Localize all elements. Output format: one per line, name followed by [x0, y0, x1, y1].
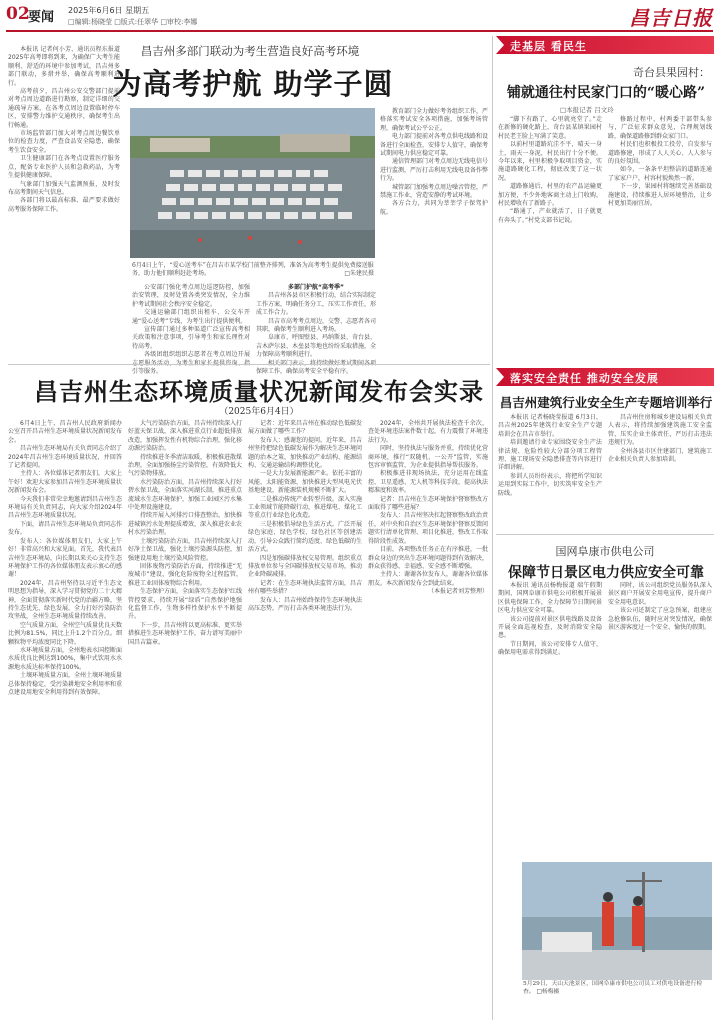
paragraph: 教育部门全力做好考务组织工作，严格落实考试安全各项措施，加强考场管理，确保考试公平公正。 [380, 108, 489, 132]
paragraph: 如今，一条条平坦整洁的道路连通了家家户户，村容村貌焕然一新。 [608, 166, 712, 182]
paragraph: 本报讯 记者杨晓莹报道 6月3日，昌吉州2025年建筑行业安全生产专题培训会在昌吉市举行。 [498, 414, 602, 438]
caption-text: 5月29日，天山天池景区，国网阜康市供电公司员工对供电设备进行检查。 [523, 981, 703, 995]
paragraph: 气象部门加强天气监测预报，及时发布高考期间天气信息。 [8, 180, 120, 196]
rail-power-column-1 [498, 582, 602, 852]
lead-column-2 [380, 108, 488, 358]
masthead-logo: 昌吉日报 [629, 6, 713, 30]
rail-top-column-1 [498, 116, 602, 362]
paragraph: 6月4日上午，昌吉州人民政府新闻办公室召开昌吉州生态环境质量状况新闻发布会。 [8, 420, 123, 444]
paragraph: 发布人：昌吉州坚决扛起督察整改政治责任，对中央和自治区生态环境保护督察反馈问题实行清单化管理、项目化推进，整改工作取得阶段性成效。 [368, 512, 489, 545]
rail-title: 铺就通往村民家门口的“暖心路” [506, 85, 706, 101]
paragraph: 本报讯 记者何小芳、通讯员程东报道 2025年高考即将到来，为确保广大考生能顺利、舒适的环境中参加考试，昌吉州多部门联动，多措并举，确保高考顺利进行。 [8, 46, 120, 87]
paragraph: 各方合力，共同为莘莘学子保驾护航。 [380, 200, 488, 216]
paragraph: 水环境质量方面，全州地表水国控断面水质优良比例达到100%，集中式饮用水水源地水质达标率保持100%。 [8, 646, 123, 671]
main-column-4 [368, 420, 488, 1018]
paragraph: 参训人员纷纷表示，将把所学知识运用到实际工作中，切实筑牢安全生产防线。 [498, 472, 602, 497]
paragraph: 下一步，果园村将继续完善基础设施建设，持续推进人居环境整治，让乡村更加美丽宜居。 [608, 183, 712, 208]
lead-kicker: 昌吉州多部门联动为考生营造良好高考环境 [140, 44, 360, 58]
paragraph: 一是大力发展新能源产业。依托丰富的风能、太阳能资源，加快推进大型风电光伏基地建设，新能源装机规模不断扩大。 [248, 470, 363, 495]
paragraph: 记者：近年来昌吉州在推动绿色低碳发展方面做了哪些工作？ [248, 420, 363, 436]
paragraph: 2024年，昌吉州坚持以习近平生态文明思想为指导，深入学习贯彻党的二十大精神，全面贯彻落实新时代党的治疆方略，坚持生态优先、绿色发展，全力打好污染防治攻坚战，全州生态环境质量持续改善。 [8, 579, 123, 621]
paragraph: 昌吉州各县市区积极行动，结合实际制定工作方案，明确任务分工，压实工作责任，形成工作合力。 [256, 292, 377, 317]
paragraph: 阜康市、呼图壁县、玛纳斯县、奇台县、吉木萨尔县、木垒县等地也纷纷采取措施，全力保障高考顺利进行。 [256, 334, 377, 359]
paragraph: 同时，坚持执法与服务并重，持续优化营商环境，推行“双随机、一公开”监管，实施包容审慎监管，为企业提供指导帮扶服务。 [368, 445, 489, 470]
paragraph: 记者：在生态环境执法监管方面，昌吉州有哪些举措？ [248, 579, 363, 596]
arrow-icon [496, 36, 504, 54]
main-column-1 [8, 420, 122, 1018]
paragraph: 全州各县市区住建部门、建筑施工企业相关负责人参加培训。 [608, 447, 712, 464]
section-name: 要闻 [28, 10, 55, 25]
paragraph: “路通了，产业就活了，日子就更有奔头了。”村党支部书记说。 [498, 208, 602, 224]
paragraph: “脚下有路了，心里就亮堂了。”走在新修的硬化路上，奇台县某镇果园村村民老王脸上写满了笑意。 [498, 116, 602, 140]
main-column-3 [248, 420, 362, 1018]
paragraph: 该公司还制定了应急预案，组建应急抢修队伍，随时应对突发情况，确保景区游客度过一个安全、愉快的假期。 [608, 607, 712, 632]
paragraph: 交通运输部门组织出租车、公交车开通“爱心送考”专线，为考生出行提供便利。 [132, 309, 250, 325]
rail-power-column-2 [608, 582, 712, 852]
photo-illustration [522, 862, 712, 980]
paragraph: 电力部门提前对各考点供电线路和设备进行全面检查，安排专人值守，确保考试期间电力供应稳定可靠。 [380, 133, 489, 158]
paragraph: 各级团组织组织志愿者在考点周边开展 引等服务。 [132, 351, 250, 376]
rail-kicker: 奇台县果园村： [633, 66, 710, 79]
paragraph: 市场监管部门加大对考点周边餐饮单位的检查力度，严查食品安全隐患，确保考生饮食安全。 [8, 130, 120, 154]
page-header [6, 4, 713, 32]
section-divider [496, 534, 714, 535]
rail-power-title: 保障节日景区电力供应安全可靠 [508, 565, 704, 581]
main-headline: 昌吉州生态环境质量状况新闻发布会实录 [34, 377, 484, 406]
paragraph: 培训邀请行业专家围绕安全生产法律法规、危险性较大分部分项工程管理、施工现场安全隐患排查等内容进行详细讲解。 [498, 439, 602, 472]
lead-column-1 [8, 46, 120, 358]
paragraph: 生态保护方面，全面落实生态保护红线管控要求，持续开展“绿盾”自然保护地强化监督工作，生物多样性保护水平不断提升。 [128, 588, 243, 621]
paragraph: 城管部门加强考点周边噪音管控，严禁施工作业，营造安静的考试环境。 [380, 183, 489, 200]
paragraph: 发布人：各位媒体朋友们，大家上午好！非常高兴和大家见面。首先，我代表昌吉州生态环境局，向长期以来关心支持生态环境保护工作的各位媒体朋友表示衷心的感谢！ [8, 537, 123, 579]
lead-photo [130, 108, 375, 258]
rail-section-bar [496, 36, 714, 54]
paragraph: 主持人：谢谢各位发布人，谢谢各位媒体朋友。本次新闻发布会到此结束。 [368, 571, 489, 587]
section-divider [8, 364, 490, 365]
paragraph: 持续开展入河排污口排查整治，加快推进城镇污水处理提质增效，深入推进农业农村水污染治理。 [128, 512, 243, 537]
paragraph: 同时，该公司组织党员服务队深入景区商户开展安全用电宣传，提升商户安全用电意识。 [608, 582, 712, 606]
lead-column-4 [256, 284, 377, 376]
paragraph: 2024年，全州共开展执法检查千余次，查处环境违法案件数十起，有力震慑了环境违法行为。 [368, 420, 489, 444]
page-number: 02 [6, 4, 30, 24]
lead-column-3 [132, 284, 250, 376]
paragraph: 各部门将以最高标准、最严要求做好高考服务保障工作。 [8, 197, 120, 213]
paragraph: 今天我们非常荣幸地邀请到昌吉州生态环境局有关负责同志，向大家介绍2024年昌吉州生态环境质量状况。 [8, 495, 123, 520]
rail-mid-title: 昌吉州建筑行业安全生产专题培训举行 [499, 395, 713, 410]
main-date: （2025年6月4日） [219, 407, 299, 417]
paragraph: 空气质量方面，全州空气质量优良天数比例为81.5%，同比上升1.2个百分点。细颗粒物平均浓度同比下降。 [8, 621, 123, 646]
paragraph: 下一步，昌吉州将以更高标准、更实举措推进生态环境保护工作，奋力谱写美丽中国昌吉篇章。 [128, 621, 243, 646]
paragraph: 目前，各项整改任务正在有序推进，一批群众身边的突出生态环境问题得到有效解决，群众获得感、幸福感、安全感不断增强。 [368, 546, 489, 570]
rail-section-label: 落实安全责任 推动安全发展 [510, 372, 659, 385]
rail-mid-column-1 [498, 414, 602, 514]
paragraph: 宣传部门通过多种渠道广泛宣传高考相关政策和注意事项，引导考生和家长理性对待高考。 [132, 326, 250, 350]
caption-text: 6月4日上午，“爱心送考车”在昌吉市某学校门前整齐排列，准备为高考考生提供免费接送服务，助力他们顺利赶赴考场。 [132, 262, 374, 277]
lead-headline: 为高考护航 助学子圆 [112, 67, 394, 101]
paragraph: 二是推动传统产业转型升级。深入实施工业领域节能降碳行动，推进煤电、煤化工等重点行业绿色化改造。 [248, 495, 363, 520]
rail-mid-column-2 [608, 414, 712, 514]
paragraph: 大气污染防治方面，昌吉州持续深入打好蓝天保卫战，深入推进重点行业超低排放改造，加强挥发性有机物综合治理，强化移动源污染防治。 [128, 420, 243, 453]
paragraph: 保障工作，确保高考安全平稳有序。 [256, 368, 353, 376]
main-column-2 [128, 420, 242, 1018]
rail-power-kicker: 国网阜康市供电公司 [555, 545, 655, 558]
rail-top-column-2 [608, 116, 712, 362]
paragraph: （本报记者刘芳整理） [427, 588, 488, 596]
paragraph: 四是加强碳排放权交易管理。组织重点排放单位参与全国碳排放权交易市场，推动企业降碳减排。 [248, 554, 363, 579]
paragraph: 高考前夕，昌吉州公安交警部门提前对考点周边道路进行勘察，制定详细的交通疏导方案，在各考点周边设置临时停车区，安排警力维护交通秩序，确保考生出行畅通。 [8, 88, 120, 129]
column-divider [492, 36, 493, 1020]
arrow-icon [496, 368, 504, 386]
paragraph: 发布人：感谢您的提问。近年来，昌吉州坚持把绿色低碳发展作为解决生态环境问题的治本之策，加快推动产业结构、能源结构、交通运输结构调整优化。 [248, 436, 363, 470]
paragraph: 公安部门强化考点周边巡逻防控，加强治安管理，及时处置各类突发情况，全力维护考试期间社会秩序安全稳定。 [132, 284, 250, 308]
paragraph: 昌吉州生态环境局有关负责同志介绍了2024年昌吉州生态环境质量状况，并回答了记者提问。 [8, 445, 123, 470]
paragraph: 发布人：昌吉州始终保持生态环境执法高压态势，严厉打击各类环境违法行为。 [248, 596, 363, 612]
paragraph: 土壤污染防治方面，昌吉州持续深入打好净土保卫战，强化土壤污染源头防控，加强建设用地土壤污染风险管控。 [128, 537, 243, 562]
lead-photo-caption [132, 262, 374, 278]
paragraph: 水污染防治方面，昌吉州持续深入打好碧水保卫战，全面落实河湖长制，推进重点流域水生态环境保护，加强工业园区污水集中处理设施建设。 [128, 478, 243, 512]
paragraph: 节日期间，该公司安排专人值守，确保用电需求得到满足。 [498, 640, 602, 657]
column-subhead: 多部门护航“高考季” [288, 284, 344, 291]
photo-illustration [130, 108, 375, 258]
paragraph: 道路修通后，村里的农产品运输更加方便，不少外地客商主动上门收购，村民增收有了新路子。 [498, 183, 602, 208]
paragraph: 固体废物污染防治方面，持续推进“无废城市”建设，强化危险废物全过程监管，推进工业固体废物综合利用。 [128, 562, 242, 587]
paragraph: 三是积极倡导绿色生活方式。广泛开展绿色家庭、绿色学校、绿色社区等创建活动，引导公众践行简约适度、绿色低碳的生活方式。 [248, 520, 363, 554]
rail-section-label: 走基层 看民生 [510, 40, 587, 53]
paragraph: 土壤环境质量方面，全州土壤环境质量总体保持稳定，受污染耕地安全利用率和重点建设用地安全利用得到有效保障。 [8, 672, 123, 696]
paragraph: 主持人：各位媒体记者朋友们，大家上午好！欢迎大家参加昌吉州生态环境质量状况新闻发布会。 [8, 470, 123, 495]
paragraph: 村民们也积极投工投劳，自发参与道路修建，形成了人人关心、人人参与的良好氛围。 [608, 141, 712, 166]
rail-power-photo [522, 862, 712, 980]
paragraph: 记者：昌吉州在生态环境保护督察整改方面取得了哪些进展？ [368, 495, 489, 512]
paragraph: 昌吉市高考考点周边，交警、志愿者各司其职，确保考生顺利进入考场。 [256, 317, 377, 334]
editor-credits: □编辑:杨晓莹 □版式:任翠华 □审校:李娜 [68, 18, 198, 26]
issue-date: 2025年6月6日 星期五 [68, 6, 150, 15]
photo-credit: □朱建民摄 [344, 270, 374, 277]
paragraph: 通信管理部门对考点周边无线电信号进行监测，严厉打击利用无线电设备作弊行为。 [380, 158, 489, 183]
paragraph: 该公司提前对景区供电线路及设备开展全面巡视检查，及时消除安全隐患。 [498, 615, 602, 640]
paragraph: 修路过程中，村两委干部带头参与，广泛征求群众意见，合理规划线路，确保道路修到群众家门口。 [608, 116, 712, 140]
paragraph: 本报讯 通讯员杨梅报道 端午假期期间，国网阜康市供电公司积极开展景区供电保障工作，全力保障节日期间景区电力供应安全可靠。 [498, 582, 602, 615]
paragraph: 积极推进非现场执法，充分运用在线监控、卫星遥感、无人机等科技手段，提高执法精准度和效率。 [368, 470, 489, 495]
rail-section-bar [496, 368, 714, 386]
paragraph: 以前村里道路坑洼不平，晴天一身土，雨天一身泥，村民出行十分不便。今年以来，村里积极争取项目资金，实施道路硬化工程，彻底改变了这一状况。 [498, 141, 602, 182]
rail-byline: □本报记者 吕文玲 [560, 106, 614, 114]
paragraph: 昌吉州住房和城乡建设局相关负责人表示，将持续加强建筑施工安全监管，压实企业主体责任，严厉打击违法违规行为。 [608, 414, 712, 447]
paragraph: 下面，请昌吉州生态环境局负责同志作发布。 [8, 520, 123, 537]
paragraph: 持续推进冬季清洁取暖，积极推进散煤治理，全面加强扬尘污染管控，有效降低大气污染物排放。 [128, 453, 243, 478]
paragraph: 卫生健康部门在各考点设置医疗服务点，配备专业医护人员和急救药品，为考生提供健康保障。 [8, 155, 120, 180]
photo-credit: □杨梅摄 [536, 988, 560, 995]
rail-power-photo-caption [523, 981, 713, 996]
